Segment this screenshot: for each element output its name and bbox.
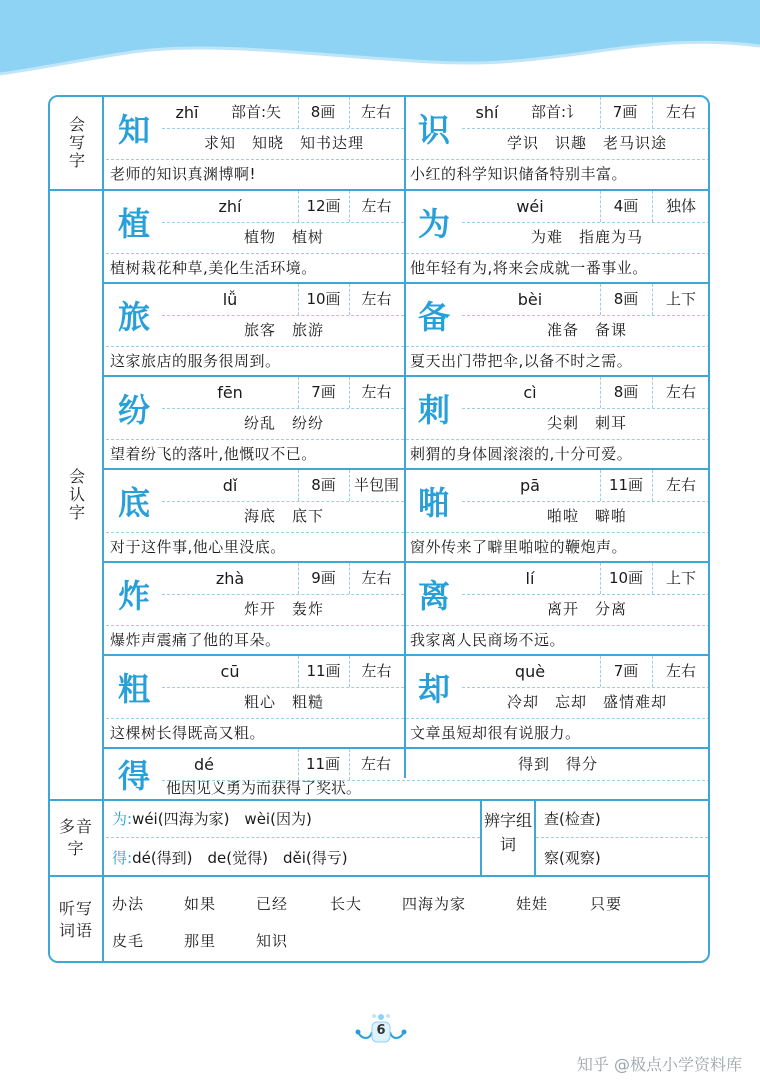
char-glyph: 得 <box>117 757 150 795</box>
recognize-char-cell <box>406 284 710 376</box>
dictation-word: 只要 <box>590 895 623 913</box>
structure: 左右 <box>665 662 696 680</box>
watermark-text: 知乎 @极点小学资料库 <box>576 1055 742 1074</box>
example-sentence: 文章虽短却很有说服力。 <box>410 724 581 742</box>
section-label-poly: 多音字 <box>50 801 104 875</box>
dashed-rule <box>536 837 708 838</box>
field-separator <box>652 563 653 594</box>
dictation-word: 长大 <box>330 895 363 913</box>
recognize-char-cell <box>106 191 404 283</box>
field-separator <box>600 563 601 594</box>
section-label-dictation: 听写词语 <box>50 877 104 963</box>
field-separator <box>298 191 299 222</box>
field-separator <box>652 284 653 315</box>
word-list: 旅客 旅游 <box>243 321 324 339</box>
char-glyph: 啪 <box>417 484 450 522</box>
pinyin: pā <box>520 476 540 495</box>
dictation-word: 娃娃 <box>516 895 549 913</box>
field-separator <box>652 377 653 408</box>
pinyin: wéi <box>516 197 544 216</box>
example-sentence: 他因见义勇为而获得了奖状。 <box>166 779 362 797</box>
field-separator <box>349 470 350 501</box>
field-separator <box>600 191 601 222</box>
field-separator <box>652 656 653 687</box>
stroke-count: 10画 <box>608 569 644 587</box>
example-sentence: 对于这件事,他心里没底。 <box>110 538 286 556</box>
pinyin: lǚ <box>222 290 238 309</box>
structure: 左右 <box>361 383 392 401</box>
stroke-count: 8画 <box>613 290 639 308</box>
radical: 部首:矢 <box>230 103 282 121</box>
dictation-word: 皮毛 <box>112 932 145 950</box>
word-list: 学识 识趣 老马识途 <box>506 134 667 152</box>
example-sentence: 植树栽花种草,美化生活环境。 <box>110 259 317 277</box>
recognize-char-cell <box>106 656 404 748</box>
page-number-badge <box>352 1010 410 1046</box>
stroke-count: 7画 <box>311 383 336 401</box>
field-separator <box>298 470 299 501</box>
word-list: 准备 备课 <box>546 321 627 339</box>
polyphone-head: 为: <box>112 810 133 828</box>
stroke-count: 10画 <box>306 290 341 308</box>
stroke-count: 12画 <box>306 197 341 215</box>
example-sentence: 这棵树长得既高又粗。 <box>110 724 266 742</box>
dashed-rule <box>106 837 480 838</box>
distinguish-item: 查(检查) <box>544 810 601 828</box>
recognize-char-cell <box>106 563 404 655</box>
dictation-word: 如果 <box>184 895 217 913</box>
polyphone-line <box>112 847 348 868</box>
stroke-count: 4画 <box>613 197 639 215</box>
char-glyph: 离 <box>417 577 450 615</box>
field-separator <box>349 563 350 594</box>
example-sentence: 望着纷飞的落叶,他慨叹不已。 <box>110 445 317 463</box>
field-separator <box>349 656 350 687</box>
char-glyph: 纷 <box>117 391 150 429</box>
example-sentence: 这家旅店的服务很周到。 <box>110 352 281 370</box>
structure: 左右 <box>665 476 696 494</box>
example-sentence: 小红的科学知识储备特别丰富。 <box>410 165 628 183</box>
char-glyph: 知 <box>117 111 150 149</box>
structure: 左右 <box>361 197 392 215</box>
field-separator <box>298 284 299 315</box>
field-separator <box>298 377 299 408</box>
word-list: 得到 得分 <box>517 755 598 773</box>
recognize-char-cell <box>406 470 710 562</box>
field-separator <box>298 656 299 687</box>
structure: 左右 <box>361 569 392 587</box>
word-list: 求知 知晓 知书达理 <box>203 134 364 152</box>
field-separator <box>600 97 601 128</box>
field-separator <box>600 470 601 501</box>
recognize-char-cell <box>106 284 404 376</box>
char-glyph: 识 <box>417 111 450 149</box>
recognize-char-cell <box>406 191 710 283</box>
pinyin: zhà <box>215 569 245 588</box>
stroke-count: 11画 <box>306 662 341 680</box>
section-label-recognize: 会认字 <box>50 191 104 799</box>
field-separator <box>298 563 299 594</box>
word-list: 海底 底下 <box>243 507 324 525</box>
recognize-char-cell <box>106 377 404 469</box>
pinyin: dǐ <box>222 476 238 495</box>
char-glyph: 旅 <box>117 298 150 336</box>
pinyin: què <box>514 662 546 681</box>
field-separator <box>652 191 653 222</box>
field-separator <box>652 470 653 501</box>
structure: 左右 <box>665 383 696 401</box>
char-glyph: 粗 <box>117 670 150 708</box>
stroke-count: 7画 <box>612 103 638 121</box>
word-list: 纷乱 纷纷 <box>243 414 324 432</box>
top-wave-band <box>0 0 760 84</box>
write-char-cell <box>406 97 710 189</box>
example-sentence: 我家离人民商场不远。 <box>410 631 566 649</box>
structure: 独体 <box>665 197 696 215</box>
structure: 左右 <box>361 290 392 308</box>
field-separator <box>349 191 350 222</box>
polyphone-readings: wéi(四海为家) wèi(因为) <box>132 810 312 828</box>
pinyin: zhī <box>175 103 199 122</box>
stroke-count: 8画 <box>311 476 336 494</box>
field-separator <box>349 377 350 408</box>
word-list: 植物 植树 <box>243 228 324 246</box>
distinguish-label: 辨字组词 <box>483 811 532 854</box>
recognize-char-cell <box>106 470 404 562</box>
structure: 上下 <box>665 290 696 308</box>
polyphone-line <box>112 808 312 829</box>
field-separator <box>652 97 653 128</box>
example-sentence: 夏天出门带把伞,以备不时之需。 <box>410 352 633 370</box>
write-char-cell <box>106 97 404 189</box>
word-list: 粗心 粗糙 <box>243 693 324 711</box>
recognize-char-cell <box>406 377 710 469</box>
char-glyph: 底 <box>117 484 150 522</box>
structure: 左右 <box>360 103 391 121</box>
structure: 上下 <box>665 569 696 587</box>
char-glyph: 备 <box>417 298 450 336</box>
section-divider <box>50 875 708 877</box>
pinyin: shí <box>475 103 499 122</box>
dictation-word: 办法 <box>112 895 145 913</box>
field-separator <box>600 377 601 408</box>
structure: 左右 <box>360 755 391 773</box>
char-glyph: 为 <box>417 205 450 243</box>
example-sentence: 窗外传来了噼里啪啦的鞭炮声。 <box>410 538 628 556</box>
word-list: 啪啦 噼啪 <box>546 507 627 525</box>
page-number: 6 <box>376 1023 386 1038</box>
word-list: 为难 指鹿为马 <box>530 228 643 246</box>
example-sentence: 老师的知识真渊博啊! <box>110 165 257 183</box>
word-list: 冷却 忘却 盛情难却 <box>506 693 667 711</box>
stroke-count: 7画 <box>613 662 639 680</box>
dictation-word: 已经 <box>256 895 289 913</box>
dictation-word: 那里 <box>184 932 217 950</box>
polyphone-head: 得: <box>112 849 133 867</box>
pinyin: bèi <box>517 290 543 309</box>
pinyin: cū <box>220 662 240 681</box>
word-list: 离开 分离 <box>546 600 627 618</box>
word-list: 炸开 轰炸 <box>243 600 324 618</box>
example-sentence: 他年轻有为,将来会成就一番事业。 <box>410 259 648 277</box>
char-glyph: 却 <box>417 670 450 708</box>
section-divider <box>50 799 708 801</box>
char-glyph: 炸 <box>117 577 150 615</box>
section-label-write: 会写字 <box>50 97 104 189</box>
example-sentence: 爆炸声震痛了他的耳朵。 <box>110 631 281 649</box>
pinyin: zhí <box>218 197 242 216</box>
dictation-word: 知识 <box>256 932 289 950</box>
char-glyph: 植 <box>117 205 150 243</box>
recognize-char-cell <box>406 656 710 748</box>
example-sentence: 刺猬的身体圆滚滚的,十分可爱。 <box>410 445 633 463</box>
structure: 左右 <box>361 662 392 680</box>
stroke-count: 8画 <box>310 103 336 121</box>
radical: 部首:讠 <box>530 103 582 121</box>
recognize-char-cell-wide <box>106 749 710 799</box>
structure: 左右 <box>665 103 696 121</box>
field-separator <box>600 656 601 687</box>
char-glyph: 刺 <box>417 391 450 429</box>
worksheet-table <box>48 95 710 963</box>
recognize-char-cell <box>406 563 710 655</box>
dictation-word: 四海为家 <box>402 895 467 913</box>
word-list: 尖刺 刺耳 <box>546 414 627 432</box>
pinyin: dé <box>194 755 214 774</box>
field-separator <box>349 284 350 315</box>
field-separator <box>298 97 299 128</box>
pinyin: cì <box>523 383 537 402</box>
polyphone-readings: dé(得到) de(觉得) děi(得亏) <box>132 849 348 867</box>
pinyin: fēn <box>217 383 243 402</box>
distinguish-item: 察(观察) <box>544 849 601 867</box>
stroke-count: 8画 <box>613 383 639 401</box>
stroke-count: 11画 <box>305 755 341 773</box>
field-separator <box>600 284 601 315</box>
field-separator <box>349 97 350 128</box>
pinyin: lí <box>525 569 535 588</box>
stroke-count: 9画 <box>311 569 336 587</box>
structure: 半包围 <box>353 476 399 494</box>
stroke-count: 11画 <box>608 476 644 494</box>
